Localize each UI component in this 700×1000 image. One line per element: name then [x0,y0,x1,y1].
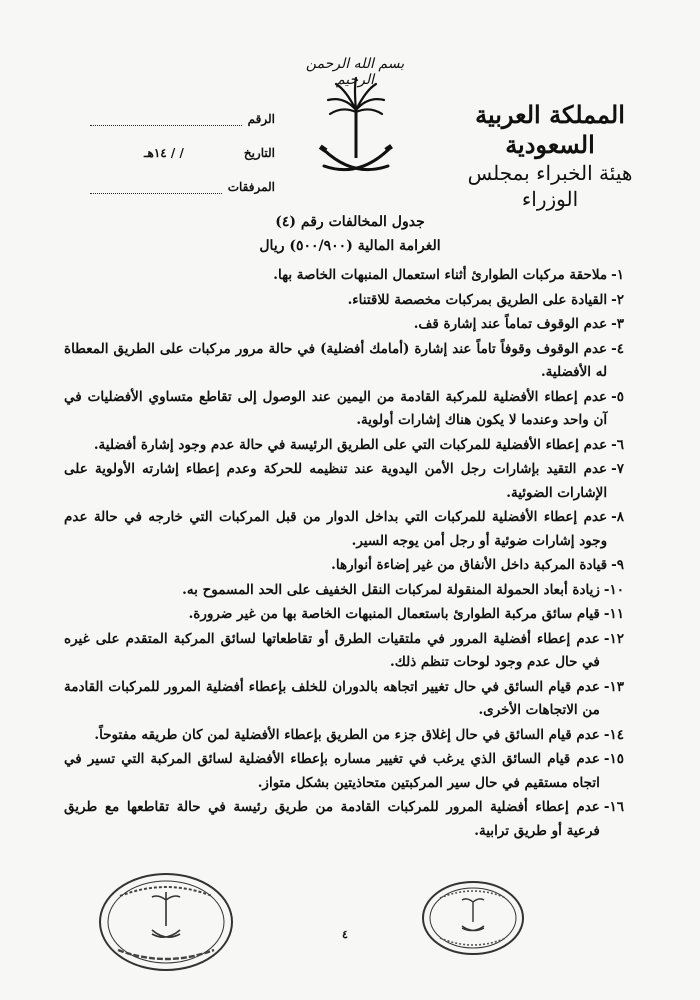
date-label: التاريخ [243,146,275,160]
violation-number: ١٤- [603,726,624,743]
violation-item [64,386,624,433]
attachments-row [90,160,275,194]
violation-text: القيادة على الطريق بمركبات مخصصة للاقتناء. [347,291,608,308]
violation-item [64,313,624,337]
palm-swords-emblem-icon [316,74,396,184]
violation-item [64,289,624,313]
violation-text: عدم قيام السائق في حال إغلاق جزء من الطريق بإعطاء الأفضلية لمن كان طريقه مفتوحاً. [94,726,600,743]
fine-amount: الغرامة المالية (٥٠٠/٩٠٠) ريال [259,238,441,254]
violation-item [64,264,624,288]
government-heading [440,100,660,212]
violation-item [64,796,624,843]
violation-number: ١٠- [603,581,624,598]
basmala: بسم الله الرحمن الرحيم [305,56,405,88]
violation-text: عدم قيام السائق في حال تغيير اتجاهه بالدوران للخلف بإعطاء أفضلية المرور للمركبات القادمة من الاتجاهات الأخرى. [64,678,600,718]
date-row [90,126,275,160]
violation-item [64,628,624,675]
violation-number: ١٦- [603,799,624,815]
violations-list [64,264,624,844]
page-number: ٤ [342,928,348,941]
violation-text: عدم التقيد بإشارات رجل الأمن اليدوية عند تنظيمه للحركة وعدم إعطاء إشارته الأولوية على الإشارات الضوئية. [64,461,608,501]
violation-text: عدم الوقوف تماماً عند إشارة قف. [413,316,608,332]
left-seal-stamp [96,870,236,974]
violation-number: ١٢- [603,630,624,647]
violation-number: ٢- [611,291,624,308]
violation-text: عدم إعطاء الأفضلية للمركبات التي على الطريق الرئيسة في حالة عدم وجود إشارة أفضلية. [93,436,608,453]
violation-number: ٣- [611,316,624,332]
violation-number: ٨- [611,509,624,525]
kingdom-name: المملكة العربية السعودية [475,100,625,159]
violation-text: عدم إعطاء أفضلية المرور في ملتقيات الطرق أو تقاطعاتها لسائق المركبة المتقدم على غيره في حال عدم وجود لوحات تنظم ذلك. [64,630,600,670]
violation-item [64,748,624,795]
violation-number: ١- [611,267,624,283]
number-line [90,113,242,126]
violation-number: ٥- [611,388,624,405]
violation-text: ملاحقة مركبات الطوارئ أثناء استعمال المنبهات الخاصة بها. [273,267,608,283]
date-value: / / ١٤هـ [143,146,184,160]
violation-text: عدم قيام السائق الذي يرغب في تغيير مساره بإعطاء الأفضلية لسائق المركبة التي تسير في اتجاه مستقيم في حال سير المركبتين متحاذيتين بشكل متواز. [64,751,600,791]
violation-text: عدم إعطاء أفضلية المرور للمركبات القادمة من طريق رئيسة في حالة تقاطعها مع طريق فرعية أو طريق ترابية. [64,799,600,839]
violation-text: زيادة أبعاد الحمولة المنقولة لمركبات النقل الخفيف على الحد المسموح به. [182,581,600,598]
violation-text: عدم إعطاء الأفضلية للمركبة القادمة من اليمين عند الوصول إلى تقاطع متساوي الأفضليات في آن واحد وعندما لا يكون هناك إشارات أولوية. [64,388,608,428]
violation-item [64,603,624,627]
violation-item [64,506,624,553]
document-title: جدول المخالفات رقم (٤) [275,214,425,230]
number-label: الرقم [247,112,275,126]
violation-number: ٧- [611,461,624,477]
violation-item [64,434,624,458]
violation-number: ٩- [611,557,624,573]
attachments-line [90,181,222,194]
violation-number: ٤- [611,340,624,357]
violation-item [64,554,624,578]
violation-number: ١٥- [603,751,624,767]
violation-text: قيام سائق مركبة الطوارئ باستعمال المنبهات الخاصة بها من غير ضرورة. [188,606,600,622]
violation-text: قيادة المركبة داخل الأنفاق من غير إضاءة أنوارها. [331,557,608,573]
authority-name: هيئة الخبراء بمجلس الوزراء [467,161,633,211]
violation-item [64,458,624,505]
violation-item [64,579,624,603]
attachments-label: المرفقات [227,180,275,194]
violation-text: عدم الوقوف وقوفاً تاماً عند إشارة (أمامك أفضلية) في حالة مرور مركبات على الطريق المعطاة له الأفضلية. [64,340,608,380]
violation-number: ٦- [611,436,624,453]
reference-block [90,92,275,194]
right-seal-stamp [418,878,528,958]
violation-number: ١٣- [603,678,624,695]
violation-item [64,724,624,748]
number-row [90,92,275,126]
violation-item [64,676,624,723]
violation-item [64,338,624,385]
violation-number: ١١- [603,606,624,622]
violation-text: عدم إعطاء الأفضلية للمركبات التي بداخل الدوار من قبل المركبات التي خارجه في حالة عدم وجود إشارات ضوئية أو رجل أمن يوجه السير. [64,509,608,549]
